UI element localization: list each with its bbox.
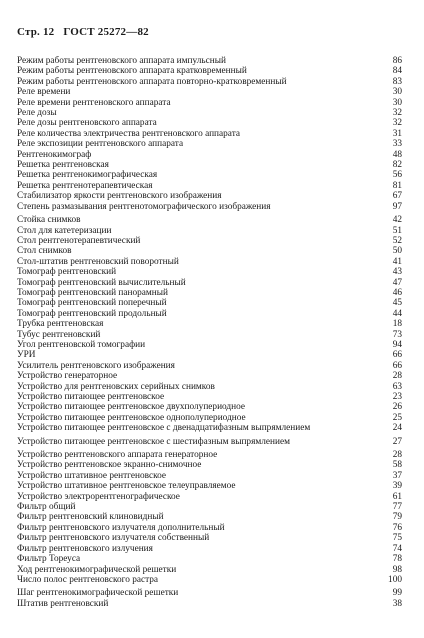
index-page-number: 50: [392, 246, 402, 257]
index-term: Тубус рентгеновский: [17, 329, 101, 340]
index-page-number: 77: [392, 502, 402, 513]
index-term: Устройство питающее рентгеновское двухполупериодное: [17, 402, 246, 413]
index-page-number: 46: [392, 287, 402, 298]
index-page-number: 33: [392, 139, 402, 150]
index-term: Реле дозы рентгеновского аппарата: [17, 118, 157, 129]
index-entry: [17, 575, 402, 585]
index-page-number: 86: [392, 56, 402, 66]
index-page-number: 82: [392, 160, 402, 171]
index-term: Решетка рентгенокимографическая: [17, 170, 158, 181]
index-page-number: 76: [392, 522, 402, 533]
index-page-number: 63: [392, 381, 402, 392]
index-term: Фильтр рентгеновского излучения: [17, 543, 153, 554]
index-entry: [17, 544, 402, 554]
index-page-number: 81: [392, 180, 402, 191]
index-page-number: 39: [392, 481, 402, 492]
index-term: Реле времени: [17, 87, 71, 98]
index-term: Устройство для рентгеновских серийных снимков: [17, 381, 215, 392]
index-term: Реле количества электричества рентгеновского аппарата: [17, 128, 240, 139]
index-term: Томограф рентгеновский вычислительный: [17, 277, 186, 288]
index-entry: [17, 257, 402, 267]
index-entry: [17, 246, 402, 256]
index-term: Рентгенокимограф: [17, 149, 92, 160]
index-entry: [17, 288, 402, 298]
index-entry: [17, 191, 402, 201]
index-page-number: 73: [392, 329, 402, 340]
index-page-number: 27: [392, 436, 402, 447]
index-entry: [17, 181, 402, 191]
index-entry: [17, 160, 402, 170]
index-page-number: 84: [392, 66, 402, 77]
index-page-number: 67: [392, 191, 402, 202]
index-page-number: 58: [392, 460, 402, 471]
page-number-label: Стр. 12: [17, 26, 55, 38]
index-entry: [17, 170, 402, 180]
index-entry: [17, 139, 402, 149]
index-entry: [17, 402, 402, 412]
page-header: [17, 26, 155, 38]
index-entry: [17, 215, 402, 225]
index-term: Стабилизатор яркости рентгеновского изображения: [17, 191, 222, 202]
index-entry: [17, 226, 402, 236]
index-term: Устройство генераторное: [17, 371, 118, 382]
index-term: Фильтр рентгеновского излучателя собственный: [17, 533, 210, 544]
index-entry: [17, 492, 402, 502]
index-entry: [17, 56, 402, 66]
index-page-number: 30: [392, 97, 402, 108]
index-term: Реле дозы: [17, 108, 57, 119]
index-page-number: 28: [392, 450, 402, 461]
index-entry: [17, 108, 402, 118]
index-page-number: 66: [392, 350, 402, 361]
index-term: Устройство рентгеновское экранно-снимочное: [17, 460, 202, 471]
index-entry: [17, 150, 402, 160]
index-entry: [17, 87, 402, 97]
index-page-number: 26: [392, 402, 402, 413]
index-entry: [17, 340, 402, 350]
index-entry: [17, 319, 402, 329]
index-entry: [17, 450, 402, 460]
index-term: Режим работы рентгеновского аппарата импульсный: [17, 56, 226, 66]
index-entry: [17, 554, 402, 564]
index-term: Томограф рентгеновский поперечный: [17, 298, 167, 309]
index-entry: [17, 278, 402, 288]
index-term: Реле экспозиции рентгеновского аппарата: [17, 139, 184, 150]
index-page-number: 98: [392, 564, 402, 575]
index-page-number: 94: [392, 339, 402, 350]
index-page-number: 97: [392, 201, 402, 212]
index-page-number: 45: [392, 298, 402, 309]
index-term: Решетка рентгенотерапевтическая: [17, 180, 153, 191]
index-entry: [17, 66, 402, 76]
index-entry: [17, 118, 402, 128]
index-term: Фильтр общий: [17, 502, 76, 513]
index-term: Фильтр рентгеновского излучателя дополнительный: [17, 522, 225, 533]
index-page-number: 25: [392, 412, 402, 423]
index-page-number: 18: [392, 319, 402, 330]
index-term: Режим работы рентгеновского аппарата повторно-кратковременный: [17, 76, 287, 87]
index-entry: [17, 98, 402, 108]
index-term: Стол снимков: [17, 246, 72, 257]
index-term: Устройство электрорентгенографическое: [17, 491, 180, 502]
index-entry: [17, 371, 402, 381]
index-page-number: 83: [392, 76, 402, 87]
index-page-number: 52: [392, 235, 402, 246]
index-term: Устройство штативное рентгеновское: [17, 470, 167, 481]
index-term: Томограф рентгеновский панорамный: [17, 287, 169, 298]
index-entry: [17, 533, 402, 543]
index-page-number: 38: [392, 598, 402, 609]
index-term: Число полос рентгеновского растра: [17, 574, 159, 585]
index-page-number: 41: [392, 256, 402, 267]
index-entry: [17, 202, 402, 212]
index-entry: [17, 267, 402, 277]
index-term: Ход рентгенокимографической решетки: [17, 564, 177, 575]
index-page-number: 61: [392, 491, 402, 502]
index-page-number: 74: [392, 543, 402, 554]
index-entry: [17, 413, 402, 423]
index-page-number: 78: [392, 554, 402, 565]
index-term: Реле времени рентгеновского аппарата: [17, 97, 171, 108]
index-term: Устройство питающее рентгеновское с шестифазным выпрямлением: [17, 436, 290, 447]
index-entry: [17, 298, 402, 308]
index-page-number: 48: [392, 149, 402, 160]
index-term: Решетка рентгеновская: [17, 160, 109, 171]
index-entry: [17, 471, 402, 481]
index-entry: [17, 350, 402, 360]
index-term: Режим работы рентгеновского аппарата кратковременный: [17, 66, 247, 77]
index-term: Угол рентгеновской томографии: [17, 339, 146, 350]
index-page-number: 24: [392, 423, 402, 434]
index-page-number: 37: [392, 470, 402, 481]
index-page-number: 99: [392, 588, 402, 599]
index-term: Устройство рентгеновского аппарата генераторное: [17, 450, 218, 461]
standard-designation: ГОСТ 25272—82: [63, 26, 149, 38]
index-page-number: 56: [392, 170, 402, 181]
index-entry: [17, 502, 402, 512]
index-entry: [17, 382, 402, 392]
index-entry: [17, 481, 402, 491]
index-page-number: 32: [392, 118, 402, 129]
index-page-number: 51: [392, 225, 402, 236]
index-page-number: 28: [392, 371, 402, 382]
index-entry: [17, 599, 402, 609]
index-page-number: 79: [392, 512, 402, 523]
index-entry: [17, 523, 402, 533]
index-entry: [17, 236, 402, 246]
index-page-number: 30: [392, 87, 402, 98]
index-term: Усилитель рентгеновского изображения: [17, 360, 175, 371]
index-page-number: 43: [392, 267, 402, 278]
index-entry: [17, 512, 402, 522]
index-term: Устройство штативное рентгеновское телеуправляемое: [17, 481, 236, 492]
index-term: Степень размазывания рентгенотомографического изображения: [17, 201, 271, 212]
index-entry: [17, 330, 402, 340]
index-entry: [17, 437, 402, 447]
index-page-number: 100: [388, 574, 402, 585]
index-entry: [17, 361, 402, 371]
index-entry: [17, 77, 402, 87]
index-page-number: 66: [392, 360, 402, 371]
index-term: Фильтр Тореуса: [17, 554, 81, 565]
index-entry: [17, 588, 402, 598]
index-page-number: 44: [392, 308, 402, 319]
index-term: Устройство питающее рентгеновское: [17, 392, 165, 402]
index-term: УРИ: [17, 350, 36, 361]
index-term: Трубка рентгеновская: [17, 319, 104, 330]
index-term: Томограф рентгеновский продольный: [17, 308, 167, 319]
index-entry: [17, 129, 402, 139]
index-entry: [17, 423, 402, 433]
index-entry: [17, 309, 402, 319]
index-page-number: 32: [392, 108, 402, 119]
index-page-number: 31: [392, 128, 402, 139]
index-entry: [17, 460, 402, 470]
index-page-number: 75: [392, 533, 402, 544]
index-term: Устройство питающее рентгеновское однополупериодное: [17, 412, 246, 423]
index-term: Шаг рентгенокимографической решетки: [17, 588, 179, 599]
index-term: Томограф рентгеновский: [17, 267, 117, 278]
index-term: Устройство питающее рентгеновское с двенадцатифазным выпрямлением: [17, 423, 311, 434]
index-page-number: 47: [392, 277, 402, 288]
index-term: Стойка снимков: [17, 215, 81, 226]
index-page-number: 23: [392, 392, 402, 402]
alphabetical-index: [17, 56, 402, 609]
index-term: Стол рентгенотерапевтический: [17, 235, 141, 246]
index-entry: [17, 565, 402, 575]
index-entry: [17, 392, 402, 402]
index-page-number: 42: [392, 215, 402, 226]
index-term: Штатив рентгеновский: [17, 598, 109, 609]
index-term: Стол для катетеризации: [17, 225, 112, 236]
index-term: Стол-штатив рентгеновский поворотный: [17, 256, 179, 267]
index-term: Фильтр рентгеновский клиновидный: [17, 512, 164, 523]
